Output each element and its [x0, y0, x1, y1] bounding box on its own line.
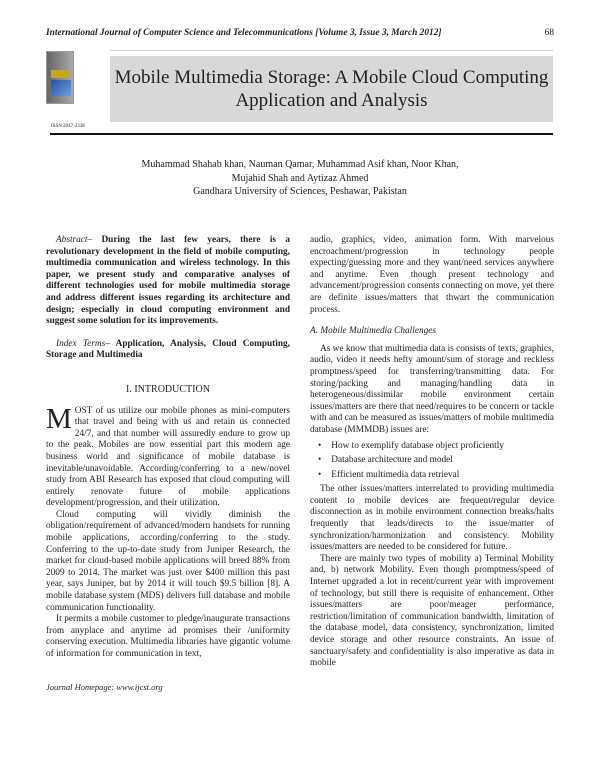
divider [110, 50, 553, 51]
paper-title-box [110, 56, 553, 122]
paragraph-text: OST of us utilize our mobile phones as mini-computers that travel and being with us and retain us connected 24/7, and that number will assuredly endure to grow up to the peak. Mobiles are now essential part this modern age business world and significance of mobile database is inevitable/unavoidable. According/conferring to a new/novel study from ABI Research has exposed that cloud computing will entirely renovate future of mobile applications development/progression, and their utilization. [46, 405, 290, 509]
index-terms-label: Index Terms– [56, 338, 110, 349]
paper-title: Mobile Multimedia Storage: A Mobile Cloud Computing Application and Analysis [114, 67, 549, 111]
paragraph: There are mainly two types of mobility a) Terminal Mobility and, b) network Mobility. Even though promptness/speed of Internet upgraded a lot in recent/current year with improvement of technology, but still there is requisite of enhancement. Other issues/matters are poor/meager performance, restriction/limitation of communication bandwidth, limitation of the database model, data consistency, synchronization, limited device storage and other resource constraints. An issue of sanctuary/safety and confidentiality is also imperative as data in mobile [310, 553, 554, 669]
author-block [46, 158, 554, 199]
list-item: • Efficient multimedia data retrieval [318, 470, 554, 482]
index-terms [46, 339, 290, 362]
paragraph: audio, graphics, video, animation form. With marvelous encroachment/progression in technology people expecting/guessing more and they want/need services anywhere and anytime. Even though present technology and advancement/progression consents connecting on move, yet there are definite issues/matters that thwart the communication process. [310, 235, 554, 315]
drop-cap: M [46, 402, 72, 435]
columns [46, 235, 554, 670]
abstract-label: Abstract– [56, 235, 93, 245]
homepage-link[interactable]: www.ijcst.org [116, 681, 163, 692]
list-item: • Database architecture and model [318, 455, 554, 467]
paragraph: It permits a mobile customer to pledge/inaugurate transactions from anyplace and anytime ad promises their /uniformity conserving execution. Multimedia libraries have gigantic volume of information for communication in text, [46, 614, 290, 659]
footer [46, 682, 554, 703]
divider [50, 133, 553, 135]
paragraph: As we know that multimedia data is consists of texts, graphics, audio, video it needs hefty amount/sum of storage and reckless promptness/speed for transferring/transmitting data. For storing/packing and managing/handling data in heterogeneous/dissimilar mobile environment certain issues/matters are there that need/requires to be concern or tackle with and can be measured as issues/matters of mobile multimedia database (MMMDB) issues are: [310, 343, 554, 435]
abstract [46, 235, 290, 328]
journal-cover-image [46, 51, 74, 104]
issn: ISSN 2047-3338 [51, 124, 85, 129]
subsection-heading: A. Mobile Multimedia Challenges [310, 326, 437, 337]
right-column [310, 235, 554, 670]
left-column [46, 235, 290, 661]
bullet-list [318, 441, 554, 482]
paragraph: The other issues/matters interrelated to providing multimedia content to mobile devices are frequent/regular device disconnection as in mobile environment connection breaks/halts frequently that leads/directs to the issue/matter of synchronization/harmonization and consistency. Mobility issues/matters are needed to be considered for future. [310, 484, 554, 553]
paragraph [46, 402, 290, 510]
abstract-text: During the last few years, there is a revolutionary development in the field of mobile computing, multimedia communication and wireless technology. In this paper, we present study and comparative analyses of different technologies used for mobile multimedia storage and address different issues regarding its architecture and design; especially in cloud computing environment and suggest some solution for its improvements. [46, 235, 290, 327]
page-body [46, 235, 554, 703]
page-number: 68 [544, 28, 554, 38]
paragraph: Cloud computing will vividly diminish the obligation/requirement of advanced/modern handsets for running mobile applications, according/conferring to the study. Conferring to the up-to-date study from Juniper Research, the market for cloud-based mobile applications will breed 88% from 2009 to 2014. The market was just over $400 million this past year, says Juniper, but by 2014 it will touch $9.5 billion [8]. A mobile database system (MDS) delivers full database and mobile communication functionality. [46, 509, 290, 613]
section-heading: I. INTRODUCTION [126, 383, 210, 395]
index-terms-text: Application, Analysis, Cloud Computing, Storage and Multimedia [46, 338, 290, 361]
affiliation: Gandhara University of Sciences, Peshawar, Pakistan [193, 186, 407, 197]
list-item: • How to exemplify database object proficiently [318, 441, 554, 453]
running-header [46, 28, 554, 38]
footer-label: Journal Homepage: [46, 681, 117, 692]
authors-line: Muhammad Shahab khan, Nauman Qamar, Muhammad Asif khan, Noor Khan, [141, 159, 459, 170]
authors-line: Mujahid Shah and Aytizaz Ahmed [231, 172, 369, 184]
journal-name: International Journal of Computer Science and Telecommunications [Volume 3, Issue 3, March 2012] [46, 28, 442, 38]
